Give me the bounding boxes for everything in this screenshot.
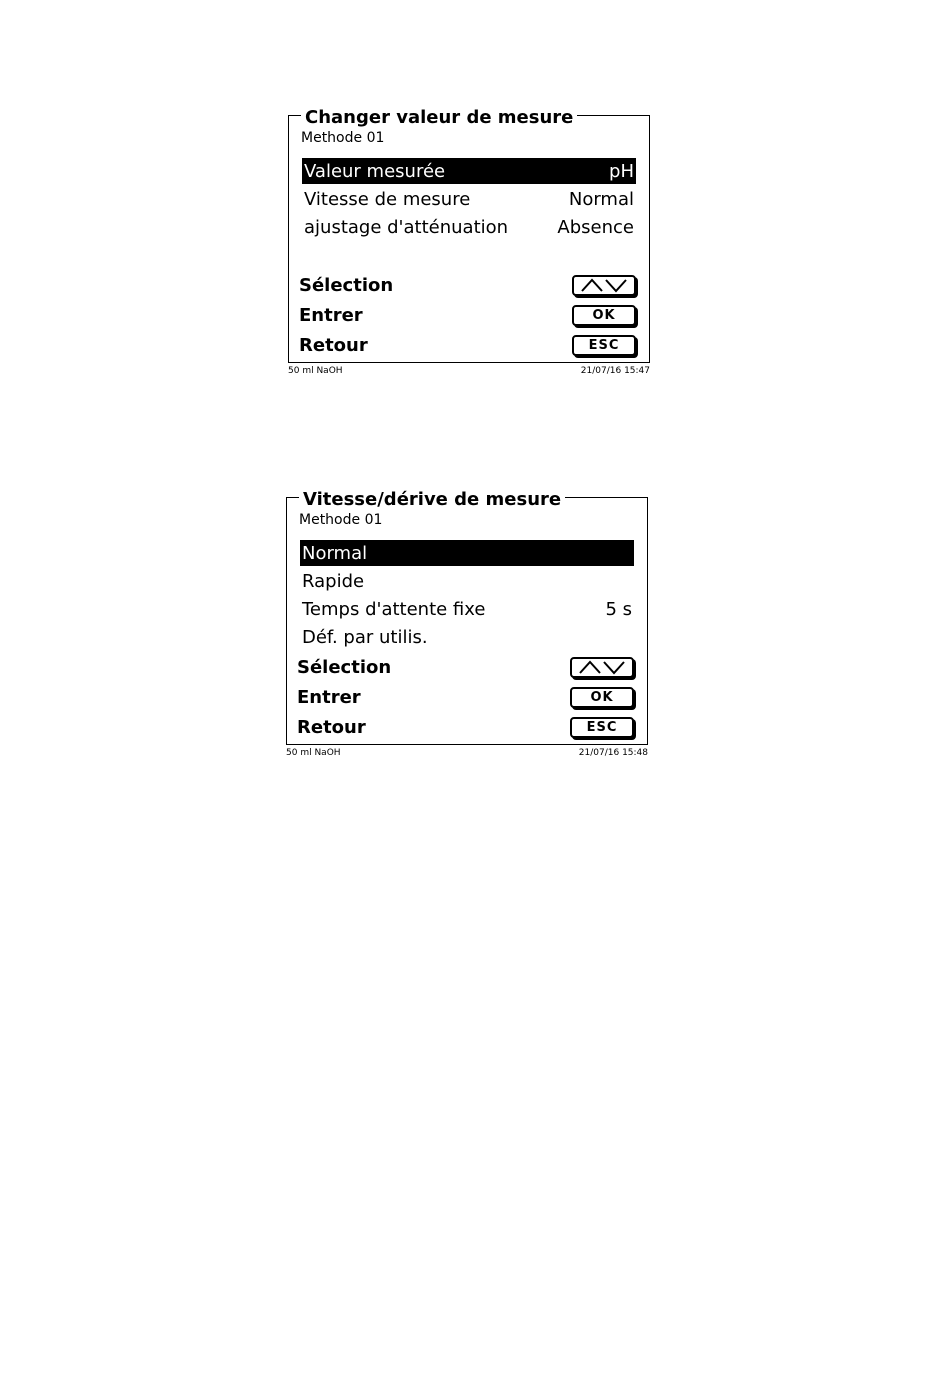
up-down-arrows-key[interactable] — [570, 657, 634, 678]
menu-row-measurement-speed[interactable] — [302, 186, 636, 212]
key-row-selection — [299, 271, 639, 299]
key-row-enter — [297, 683, 637, 711]
key-row-back — [299, 331, 639, 359]
method-name: Methode 01 — [301, 130, 385, 146]
menu-row-value: Absence — [557, 216, 634, 238]
menu-row-label: Normal — [302, 542, 368, 564]
menu-row-label: Rapide — [302, 570, 365, 592]
menu-row-label: Vitesse de mesure — [304, 188, 471, 210]
menu-row-user-defined[interactable] — [300, 624, 634, 650]
date-time: 21/07/16 15:47 — [580, 366, 650, 376]
key-label-enter: Entrer — [299, 304, 363, 326]
esc-key[interactable]: ESC — [572, 335, 636, 356]
status-bar — [288, 366, 650, 377]
esc-key[interactable]: ESC — [570, 717, 634, 738]
menu-row-label: ajustage d'atténuation — [304, 216, 509, 238]
menu-row-fixed-wait-time[interactable] — [300, 596, 634, 622]
menu-row-value: 5 s — [605, 598, 632, 620]
key-label-enter: Entrer — [297, 686, 361, 708]
date-time: 21/07/16 15:48 — [578, 748, 648, 758]
up-down-arrows-key[interactable] — [572, 275, 636, 296]
key-label-back: Retour — [299, 334, 368, 356]
menu-row-label: Déf. par utilis. — [302, 626, 428, 648]
key-label-selection: Sélection — [299, 274, 394, 296]
method-name: Methode 01 — [299, 512, 383, 528]
screen-title: Changer valeur de mesure — [301, 108, 577, 128]
key-label-back: Retour — [297, 716, 366, 738]
menu-row-value: pH — [609, 160, 634, 182]
key-row-selection — [297, 653, 637, 681]
ok-key[interactable]: OK — [570, 687, 634, 708]
menu-row-measured-value[interactable] — [302, 158, 636, 184]
menu-row-label: Valeur mesurée — [304, 160, 446, 182]
screen-title: Vitesse/dérive de mesure — [299, 490, 565, 510]
reagent-info: 50 ml NaOH — [286, 748, 341, 758]
reagent-info: 50 ml NaOH — [288, 366, 343, 376]
status-bar — [286, 748, 648, 759]
key-row-back — [297, 713, 637, 741]
up-down-arrows-icon — [577, 660, 627, 675]
up-down-arrows-icon — [579, 278, 629, 293]
ok-key[interactable]: OK — [572, 305, 636, 326]
key-row-enter — [299, 301, 639, 329]
menu-row-fast[interactable] — [300, 568, 634, 594]
key-label-selection: Sélection — [297, 656, 392, 678]
menu-row-damping-adjustment[interactable] — [302, 214, 636, 240]
menu-row-normal[interactable] — [300, 540, 634, 566]
menu-row-label: Temps d'attente fixe — [302, 598, 486, 620]
menu-row-value: Normal — [568, 188, 634, 210]
